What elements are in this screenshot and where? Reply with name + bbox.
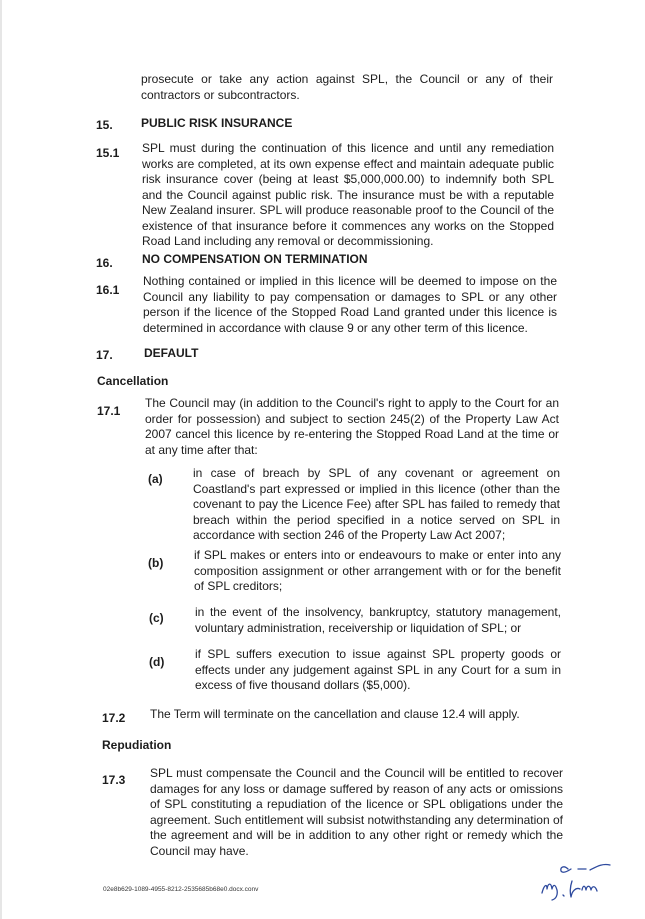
clause-17-2-text: The Term will terminate on the cancellation and clause 12.4 will apply.: [150, 707, 520, 721]
clause-16-1-text: Nothing contained or implied in this licence will be deemed to impose on the Council any liability to pay compensation or damages to SPL or any other person if the licence of the Stopped Road Land granted under this licence is determined in accordance with clause 9 or any other term of this licence.: [143, 274, 557, 335]
section-15-title: PUBLIC RISK INSURANCE: [141, 116, 293, 130]
initials-stroke-top: [561, 867, 571, 872]
cancellation-subheading: Cancellation: [97, 374, 169, 388]
initials-stroke-tail: [590, 864, 610, 870]
item-b-label: (b): [148, 556, 164, 570]
item-c-text: in the event of the insolvency, bankruptcy, statutory management, voluntary administration, receivership or liquidation of SPL; or: [195, 605, 561, 635]
section-17-title: DEFAULT: [144, 346, 199, 360]
initials-stroke-m: [542, 884, 557, 900]
item-b-text: if SPL makes or enters into or endeavours to make or enter into any composition assignment or other arrangement with or for the benefit of SPL creditors;: [194, 548, 561, 593]
section-15-number: 15.: [96, 118, 113, 132]
continuation-text: prosecute or take any action against SPL, the Council or any of their contractors or subcontractors.: [141, 72, 553, 102]
clause-17-2-number: 17.2: [102, 711, 126, 725]
clause-17-1-number: 17.1: [97, 404, 121, 418]
clause-17-3-text: SPL must compensate the Council and the Council will be entitled to recover damages for any loss or damage suffered by reason of any acts or omissions of SPL constituting a repudiation of the licence or SPL obligations under the agreement. Such entitlement will subsist notwithstanding any determination of the agreement and will be in addition to any other right or remedy which the Council may have.: [150, 766, 563, 858]
clause-15-1-number: 15.1: [96, 146, 120, 160]
scan-edge: [0, 0, 2, 919]
item-c-label: (c): [149, 611, 164, 625]
repudiation-subheading: Repudiation: [102, 738, 172, 752]
clause-17-3-number: 17.3: [102, 773, 126, 787]
clause-17-1-text: The Council may (in addition to the Council's right to apply to the Court for an order for possession) and subject to section 245(2) of the Property Law Act 2007 cancel this licence by re-entering the Stopped Road Land at the time or at any time after that:: [145, 396, 559, 457]
initials-stroke-r: [570, 881, 580, 897]
initials-stroke-m2: [582, 886, 597, 891]
footer-document-id: 02e8b629-1089-4955-8212-2535685b68e0.docx.conv: [103, 886, 259, 893]
clause-16-1-number: 16.1: [96, 283, 120, 297]
clause-15-1-text: SPL must during the continuation of this licence and until any remediation works are completed, at its own expense effect and maintain adequate public risk insurance cover (being at least $5,000,000.00) to indemnify both SPL and the Council against public risk. The insurance must be with a reputable New Zealand insurer. SPL will produce reasonable proof to the Council of the existence of that insurance before it commences any works on the Stopped Road Land including any removal or decommissioning.: [142, 141, 554, 248]
section-16-number: 16.: [96, 256, 113, 270]
item-d-label: (d): [149, 655, 165, 669]
section-17-number: 17.: [96, 348, 113, 362]
item-a-label: (a): [148, 472, 163, 486]
initials-stroke-dot: [563, 895, 564, 896]
section-16-title: NO COMPENSATION ON TERMINATION: [142, 252, 368, 266]
item-a-text: in case of breach by SPL of any covenant or agreement on Coastland's part expressed or implied in this licence (other than the covenant to pay the Licence Fee) after SPL has failed to remedy that breach within the period specified in a notice served on SPL in accordance with section 246 of the Property Law Act 2007;: [193, 466, 560, 542]
handwritten-initials: [520, 855, 620, 905]
item-d-text: if SPL suffers execution to issue against SPL property goods or effects under any judgement against SPL in any Court for a sum in excess of five thousand dollars ($5,000).: [195, 647, 561, 692]
